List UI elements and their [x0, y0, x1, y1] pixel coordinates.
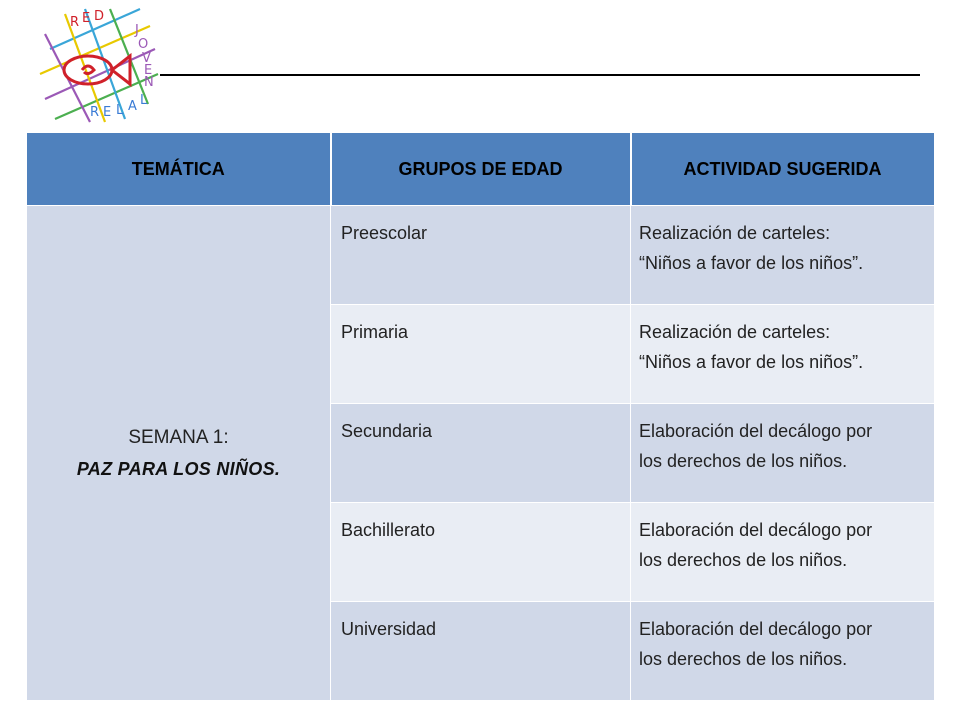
- red-joven-relal-logo: [30, 4, 165, 128]
- theme-title: PAZ PARA LOS NIÑOS.: [76, 458, 281, 479]
- svg-text:O: O: [138, 37, 149, 52]
- activity-line: Realización de carteles:: [639, 223, 831, 243]
- header-tematica: TEMÁTICA: [27, 133, 331, 206]
- svg-text:L: L: [116, 103, 124, 118]
- age-group: Secundaria: [341, 421, 433, 441]
- activity-cell: [631, 206, 935, 305]
- svg-text:E: E: [82, 11, 91, 26]
- svg-text:E: E: [144, 63, 153, 78]
- activity-line: Elaboración del decálogo por: [639, 619, 873, 639]
- theme-cell: [27, 206, 331, 701]
- svg-text:R: R: [70, 15, 80, 30]
- activity-cell: [631, 503, 935, 602]
- activity-line: los derechos de los niños.: [639, 649, 848, 669]
- svg-text:L: L: [140, 93, 148, 108]
- svg-text:J: J: [135, 23, 139, 38]
- svg-text:A: A: [128, 99, 137, 114]
- activities-table: [26, 132, 936, 701]
- svg-text:R: R: [90, 105, 100, 120]
- svg-text:E: E: [103, 105, 112, 120]
- table-header-row: [27, 133, 935, 206]
- age-group-cell: [331, 404, 631, 503]
- activity-text: [631, 206, 934, 278]
- age-group-cell: [331, 206, 631, 305]
- age-group: Universidad: [341, 619, 437, 639]
- activity-cell: [631, 404, 935, 503]
- activity-line: Realización de carteles:: [639, 322, 831, 342]
- activity-text: [631, 503, 934, 575]
- svg-text:D: D: [94, 9, 105, 24]
- activity-text: [631, 602, 934, 674]
- activity-cell: [631, 602, 935, 701]
- header-grupos-de-edad: GRUPOS DE EDAD: [331, 133, 631, 206]
- activity-line: Elaboración del decálogo por: [639, 421, 873, 441]
- age-group: Bachillerato: [341, 520, 436, 540]
- age-group-cell: [331, 602, 631, 701]
- activity-cell: [631, 305, 935, 404]
- svg-text:V: V: [142, 51, 151, 66]
- activity-line: los derechos de los niños.: [639, 451, 848, 471]
- age-group: Preescolar: [341, 223, 428, 243]
- age-group-cell: [331, 503, 631, 602]
- svg-text:N: N: [144, 75, 154, 90]
- header-actividad-sugerida: ACTIVIDAD SUGERIDA: [631, 133, 935, 206]
- theme-week: SEMANA 1:: [128, 426, 229, 448]
- activity-line: “Niños a favor de los niños”.: [639, 352, 864, 372]
- activity-line: los derechos de los niños.: [639, 550, 848, 570]
- header-rule: [160, 74, 920, 76]
- age-group-cell: [331, 305, 631, 404]
- age-group: Primaria: [341, 322, 409, 342]
- activity-line: Elaboración del decálogo por: [639, 520, 873, 540]
- activity-text: [631, 404, 934, 476]
- table-row: [27, 206, 935, 305]
- activity-line: “Niños a favor de los niños”.: [639, 253, 864, 273]
- activity-text: [631, 305, 934, 377]
